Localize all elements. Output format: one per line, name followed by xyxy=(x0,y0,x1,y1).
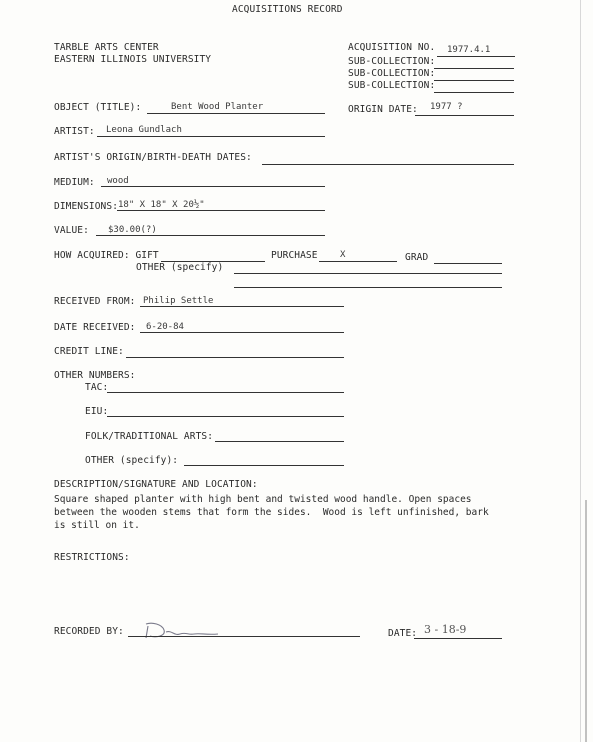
restrictions-label: RESTRICTIONS: xyxy=(54,552,130,563)
institution-name: TARBLE ARTS CENTER xyxy=(54,42,159,53)
acquisition-number-line xyxy=(437,56,515,57)
dimensions-value: 18" X 18" X 20½" xyxy=(118,200,205,210)
eiu-line xyxy=(107,416,344,417)
grad-label: GRAD xyxy=(405,252,429,263)
subcollection-label-1: SUB-COLLECTION: xyxy=(348,56,436,67)
other-numbers-label: OTHER NUMBERS: xyxy=(54,370,136,381)
other-specify-line xyxy=(184,465,344,466)
purchase-mark: X xyxy=(340,250,346,260)
received-from-value: Philip Settle xyxy=(143,296,214,306)
artist-value: Leona Gundlach xyxy=(106,125,182,135)
credit-line-label: CREDIT LINE: xyxy=(54,346,124,357)
tac-line xyxy=(107,392,344,393)
dimensions-line xyxy=(117,210,325,211)
origin-date-line xyxy=(415,115,514,116)
description-line-1: Square shaped planter with high bent and twisted wood handle. Open spaces xyxy=(54,494,472,505)
object-title-value: Bent Wood Planter xyxy=(171,102,264,112)
date-value: 3 - 18-9 xyxy=(424,623,467,636)
subcollection-line-1 xyxy=(434,68,514,69)
tac-label: TAC: xyxy=(85,382,109,393)
purchase-label: PURCHASE xyxy=(271,250,318,261)
date-label: DATE: xyxy=(388,628,418,639)
object-title-line xyxy=(147,113,325,114)
credit-line-line xyxy=(126,357,344,358)
origin-date-label: ORIGIN DATE: xyxy=(348,104,418,115)
medium-value: wood xyxy=(107,176,129,186)
grad-line xyxy=(434,263,502,264)
value-line xyxy=(96,235,325,236)
description-line-3: is still on it. xyxy=(54,520,140,531)
description-label: DESCRIPTION/SIGNATURE AND LOCATION: xyxy=(54,479,258,490)
institution-university: EASTERN ILLINOIS UNIVERSITY xyxy=(54,54,212,65)
origin-date-value: 1977 ? xyxy=(430,102,463,112)
medium-line xyxy=(101,186,325,187)
subcollection-line-3 xyxy=(434,92,514,93)
artist-origin-line xyxy=(262,164,514,165)
value-label: VALUE: xyxy=(54,225,89,236)
page-edge-shadow xyxy=(585,500,587,742)
folk-arts-label: FOLK/TRADITIONAL ARTS: xyxy=(85,431,214,442)
value-value: $30.00(?) xyxy=(108,225,157,235)
recorded-by-line xyxy=(128,636,360,637)
acquisition-number-label: ACQUISITION NO. xyxy=(348,42,436,53)
page-edge-line xyxy=(580,0,581,742)
subcollection-line-2 xyxy=(434,80,514,81)
purchase-line xyxy=(319,261,397,262)
recorded-by-signature xyxy=(128,618,363,642)
artist-line xyxy=(97,136,325,137)
description-line-2: between the wooden stems that form the sides. Wood is left unfinished, bark xyxy=(54,507,489,518)
date-received-label: DATE RECEIVED: xyxy=(54,322,136,333)
other-specify-label: OTHER (specify): xyxy=(85,455,179,466)
date-line xyxy=(414,638,502,639)
other-acquired-line-2 xyxy=(234,287,502,288)
other-acquired-line xyxy=(234,273,502,274)
recorded-by-label: RECORDED BY: xyxy=(54,626,124,637)
date-received-value: 6-20-84 xyxy=(146,322,184,332)
medium-label: MEDIUM: xyxy=(54,177,95,188)
date-received-line xyxy=(140,332,344,333)
folk-arts-line xyxy=(215,441,344,442)
acquisition-number-value: 1977.4.1 xyxy=(447,45,491,55)
how-acquired-label: HOW ACQUIRED: GIFT xyxy=(54,250,159,261)
received-from-line xyxy=(140,306,344,307)
received-from-label: RECEIVED FROM: xyxy=(54,296,136,307)
form-title: ACQUISITIONS RECORD xyxy=(232,4,343,15)
subcollection-label-2: SUB-COLLECTION: xyxy=(348,68,436,79)
artist-label: ARTIST: xyxy=(54,126,95,137)
artist-origin-label: ARTIST'S ORIGIN/BIRTH-DEATH DATES: xyxy=(54,152,252,163)
object-title-label: OBJECT (TITLE): xyxy=(54,102,142,113)
dimensions-label: DIMENSIONS: xyxy=(54,201,119,212)
eiu-label: EIU: xyxy=(85,406,109,417)
subcollection-label-3: SUB-COLLECTION: xyxy=(348,80,436,91)
other-acquired-label: OTHER (specify) xyxy=(136,262,224,273)
